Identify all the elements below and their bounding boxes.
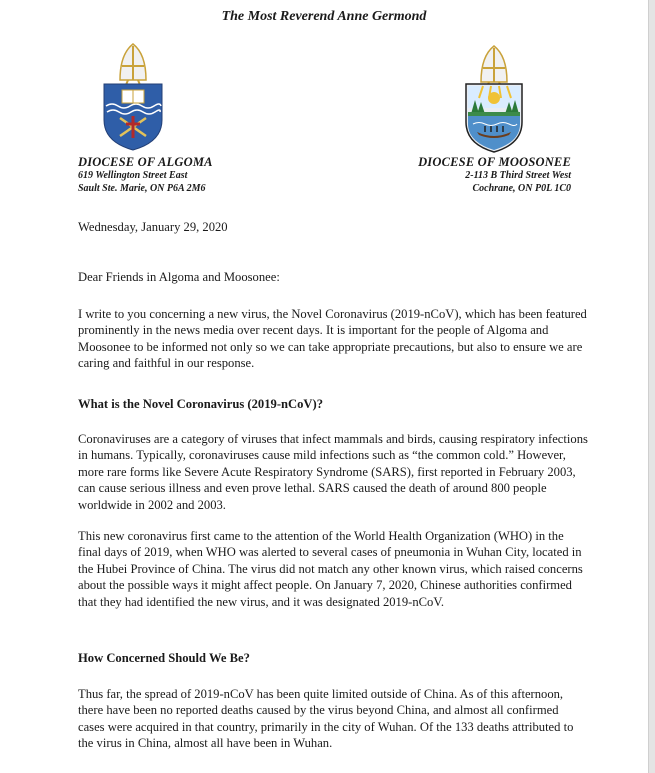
moosonee-street: 2-113 B Third Street West bbox=[465, 170, 571, 181]
moosonee-diocese-name: DIOCESE OF MOOSONEE bbox=[418, 155, 571, 169]
letter-date: Wednesday, January 29, 2020 bbox=[78, 220, 228, 234]
algoma-crest-icon bbox=[98, 40, 168, 152]
letter-greeting: Dear Friends in Algoma and Moosonee: bbox=[78, 270, 280, 284]
algoma-address-block bbox=[78, 156, 213, 195]
algoma-city: Sault Ste. Marie, ON P6A 2M6 bbox=[78, 183, 206, 194]
algoma-street: 619 Wellington Street East bbox=[78, 170, 188, 181]
moosonee-city: Cochrane, ON P0L 1C0 bbox=[472, 183, 571, 194]
section-heading-what-is: What is the Novel Coronavirus (2019-nCoV)? bbox=[78, 397, 323, 411]
moosonee-crest-icon bbox=[461, 42, 527, 154]
letter-title: The Most Reverend Anne Germond bbox=[221, 9, 427, 24]
paragraph-spread: Thus far, the spread of 2019-nCoV has been quite limited outside of China. As of this afternoon, there have been no reported deaths caused by the virus beyond China, and almost all confirmed cases were acquired in that country, primarily in the city of Wuhan. Of the 133 deaths attributed to the virus in China, almost all have been in Wuhan. bbox=[78, 686, 574, 751]
paragraph-intro: I write to you concerning a new virus, the Novel Coronavirus (2019-nCoV), which has been featured prominently in the news media over recent days. It is important for the people of Algoma and Moosonee to be informed not only so we can take appropriate precautions, but also to ensure we are caring and faithful in our response. bbox=[78, 306, 587, 371]
algoma-diocese-name: DIOCESE OF ALGOMA bbox=[78, 155, 213, 169]
paragraph-new-virus: This new coronavirus first came to the attention of the World Health Organization (WHO) in the final days of 2019, when WHO was alerted to several cases of pneumonia in Wuhan City, located in the Hubei Province of China. The virus did not match any other known virus, which raised concerns about the possible ways it might affect people. On January 7, 2020, Chinese authorities confirmed that they had identified the new virus, and it was designated 2019-nCoV. bbox=[78, 528, 583, 609]
moosonee-address-block bbox=[418, 156, 571, 195]
page-edge bbox=[648, 0, 655, 773]
paragraph-coronaviruses: Coronaviruses are a category of viruses that infect mammals and birds, causing respiratory infections in humans. Typically, coronaviruses cause mild infections such as “the common cold.” However, more rare forms like Severe Acute Respiratory Syndrome (SARS), first reported in February 2003, can cause serious illness and even prove lethal. SARS caused the death of around 800 people worldwide in 2002 and 2003. bbox=[78, 431, 588, 512]
section-heading-concern: How Concerned Should We Be? bbox=[78, 651, 250, 665]
